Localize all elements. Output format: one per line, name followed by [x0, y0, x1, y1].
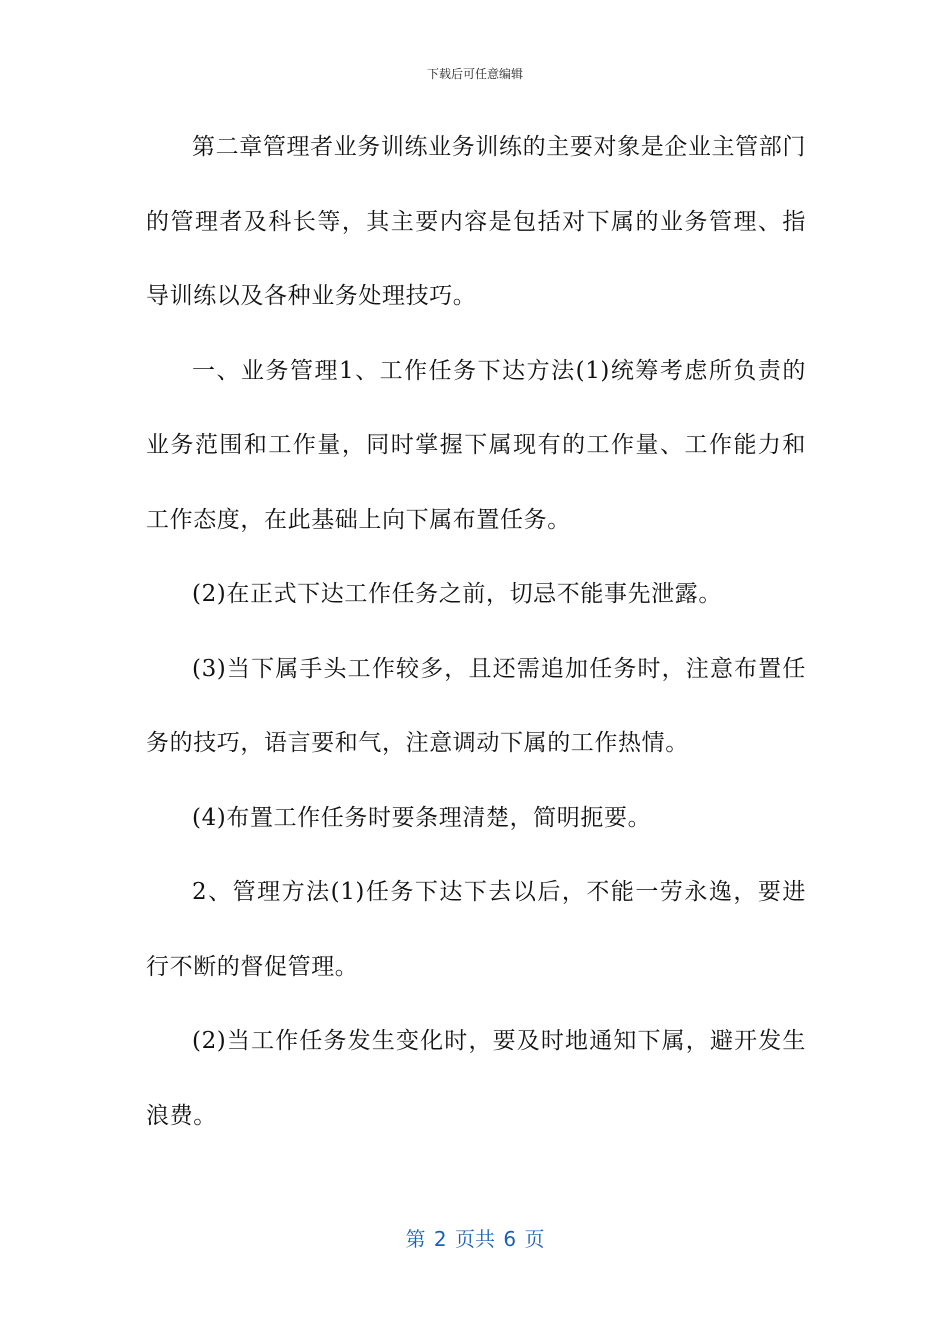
- paragraph: 2、管理方法(1)任务下达下去以后，不能一劳永逸，要进行不断的督促管理。: [146, 879, 806, 980]
- page-header-note: 下载后可任意编辑: [426, 67, 523, 81]
- paragraph: 第二章管理者业务训练业务训练的主要对象是企业主管部门的管理者及科长等，其主要内容是包括对下属的业务管理、指导训练以及各种业务处理技巧。: [146, 134, 806, 309]
- footer-label-page: 第: [405, 1227, 426, 1251]
- page-number-footer: [0, 1226, 950, 1252]
- document-body: [146, 110, 806, 1153]
- footer-current-page: 2: [433, 1227, 447, 1251]
- paragraph: (4)布置工作任务时要条理清楚，简明扼要。: [192, 804, 652, 831]
- paragraph: 一、业务管理1、工作任务下达方法(1)统筹考虑所负责的业务范围和工作量，同时掌握下属现有的工作量、工作能力和工作态度，在此基础上向下属布置任务。: [146, 357, 806, 533]
- paragraph: (2)在正式下达工作任务之前，切忌不能事先泄露。: [192, 581, 722, 607]
- footer-label-of: 页共: [455, 1227, 495, 1251]
- paragraph: (2)当工作任务发生变化时，要及时地通知下属，避开发生浪费。: [146, 1028, 806, 1129]
- footer-total-pages: 6: [503, 1227, 517, 1251]
- footer-label-end: 页: [524, 1227, 545, 1251]
- paragraph: (3)当下属手头工作较多，且还需追加任务时，注意布置任务的技巧，语言要和气，注意调动下属的工作热情。: [146, 655, 806, 756]
